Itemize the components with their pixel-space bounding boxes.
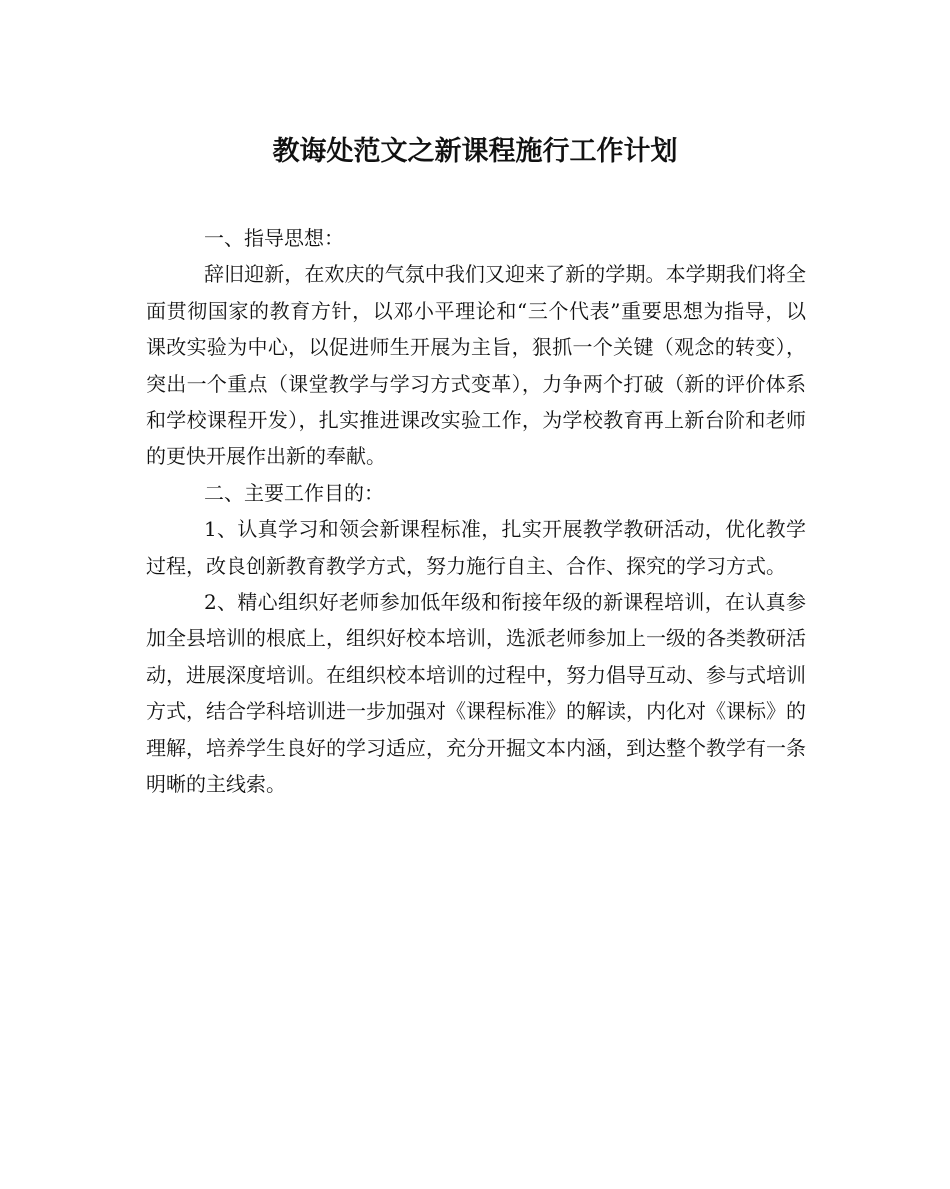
document-body (146, 220, 806, 803)
document-title: 教诲处范文之新课程施行工作计划 (272, 136, 678, 167)
paragraph-goal-2: 2、精心组织好老师参加低年级和衔接年级的新课程培训，在认真参加全县培训的根底上，组织好校本培训，选派老师参加上一级的各类教研活动，进展深度培训。在组织校本培训的过程中，努力倡导互动、参与式培训方式，结合学科培训进一步加强对《课程标准》的解读，内化对《课标》的理解，培养学生良好的学习适应，充分开掘文本内涵，到达整个教学有一条明晰的主线索。 (146, 590, 806, 797)
section-heading-main-goals: 二、主要工作目的： (204, 480, 384, 505)
paragraph-guiding-thought: 辞旧迎新，在欢庆的气氛中我们又迎来了新的学期。本学期我们将全面贯彻国家的教育方针，以邓小平理论和“三个代表”重要思想为指导，以课改实验为中心，以促进师生开展为主旨，狠抓一个关键（观念的转变），突出一个重点（课堂教学与学习方式变革），力争两个打破（新的评价体系和学校课程开发），扎实推进课改实验工作，为学校教育再上新台阶和老师的更快开展作出新的奉献。 (146, 262, 806, 469)
section-heading-guiding-thought: 一、指导思想： (204, 226, 344, 250)
paragraph-goal-1: 1、认真学习和领会新课程标准，扎实开展教学教研活动，优化教学过程，改良创新教育教学方式，努力施行自主、合作、探究的学习方式。 (146, 517, 806, 578)
